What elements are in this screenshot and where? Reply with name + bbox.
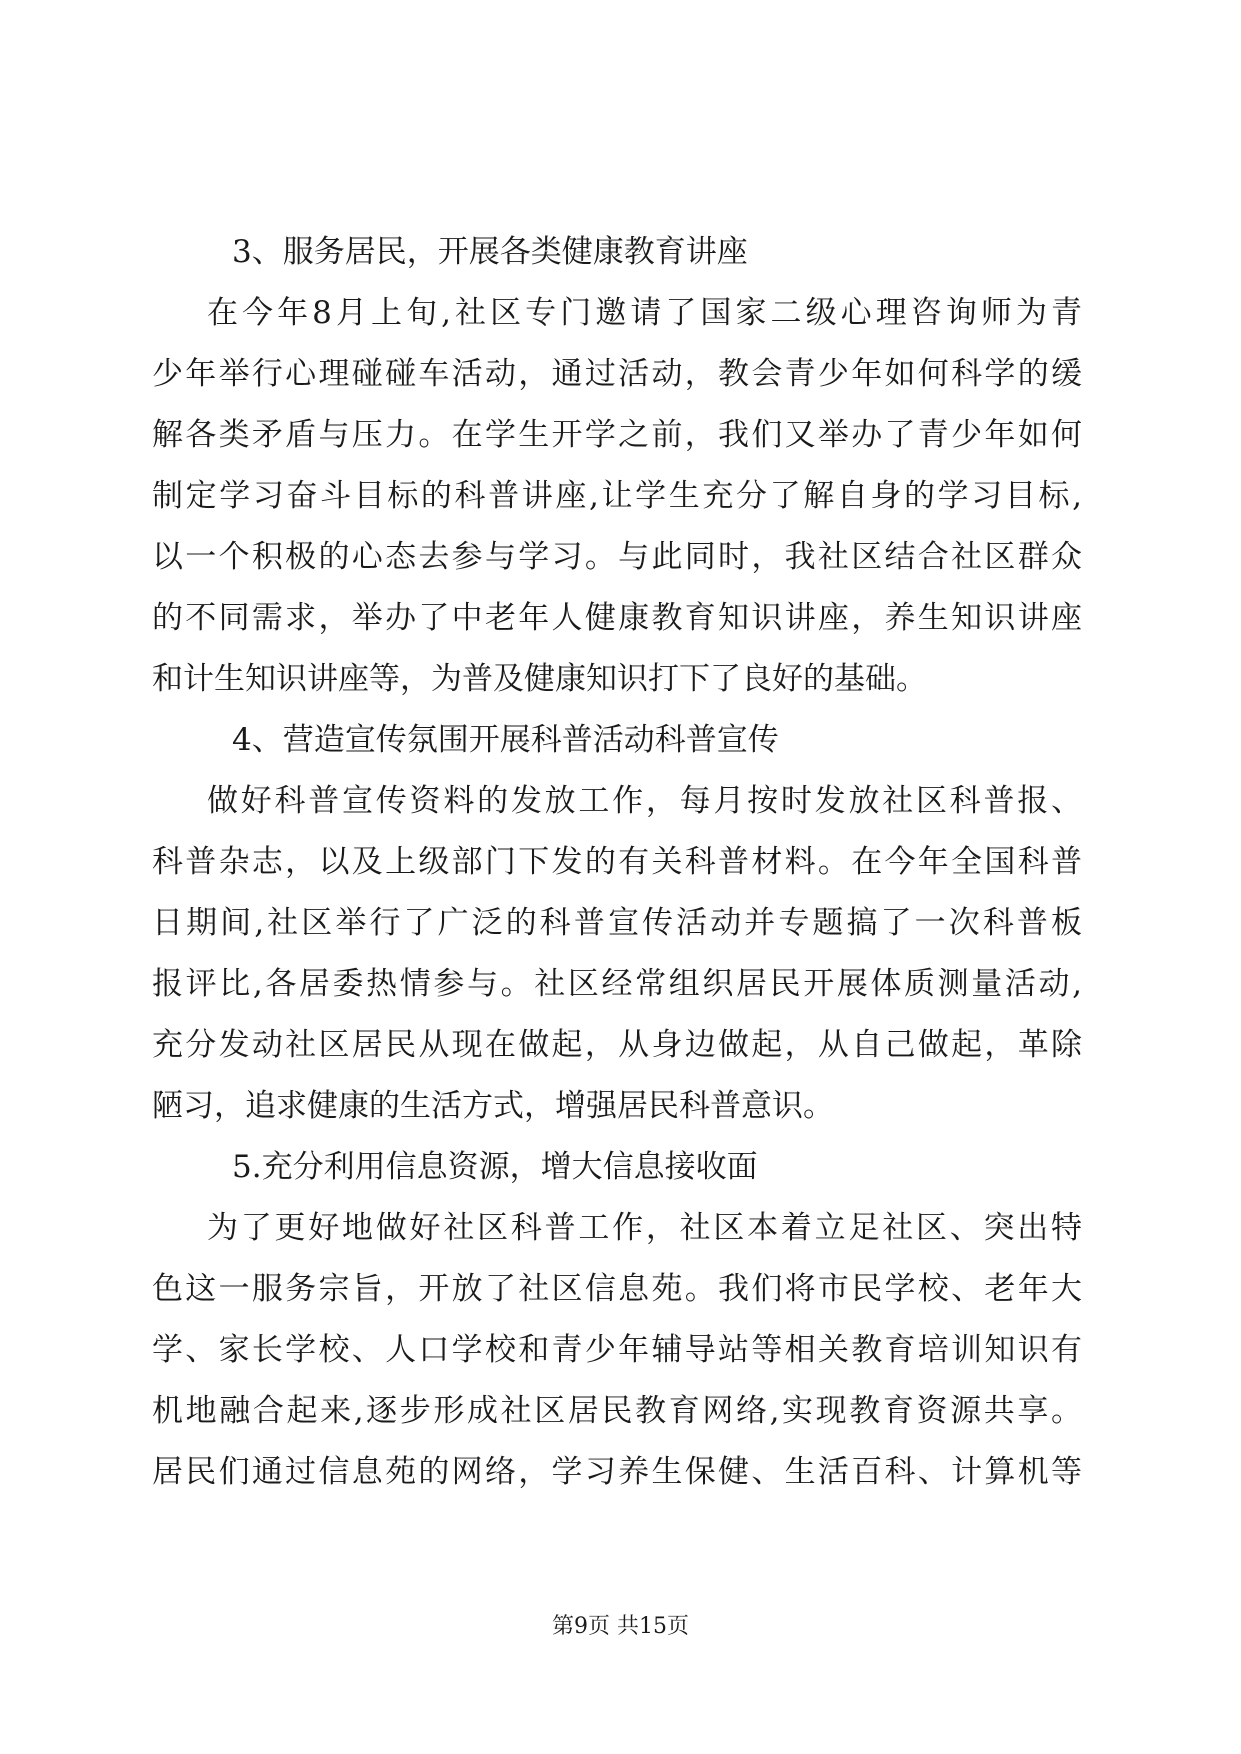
paragraph-line: 少年举行心理碰碰车活动，通过活动，教会青少年如何科学的缓 bbox=[152, 356, 1082, 392]
page-number-footer: 第9页 共15页 bbox=[552, 1614, 689, 1639]
paragraph-line: 科普杂志，以及上级部门下发的有关科普材料。在今年全国科普 bbox=[152, 844, 1082, 880]
paragraph-line: 机地融合起来,逐步形成社区居民教育网络,实现教育资源共享。 bbox=[152, 1393, 1082, 1429]
paragraph-line: 和计生知识讲座等，为普及健康知识打下了良好的基础。 bbox=[152, 661, 927, 697]
paragraph-line: 日期间,社区举行了广泛的科普宣传活动并专题搞了一次科普板 bbox=[152, 905, 1082, 941]
paragraph-line: 的不同需求，举办了中老年人健康教育知识讲座，养生知识讲座 bbox=[152, 600, 1082, 636]
paragraph-line: 充分发动社区居民从现在做起，从身边做起，从自己做起，革除 bbox=[152, 1027, 1082, 1063]
paragraph-line: 报评比,各居委热情参与。社区经常组织居民开展体质测量活动, bbox=[152, 966, 1082, 1002]
paragraph-line: 居民们通过信息苑的网络，学习养生保健、生活百科、计算机等 bbox=[152, 1454, 1082, 1490]
paragraph-line: 色这一服务宗旨，开放了社区信息苑。我们将市民学校、老年大 bbox=[152, 1271, 1082, 1307]
document-body bbox=[152, 222, 1082, 1503]
paragraph-line: 学、家长学校、人口学校和青少年辅导站等相关教育培训知识有 bbox=[152, 1332, 1082, 1368]
paragraph-line: 以一个积极的心态去参与学习。与此同时，我社区结合社区群众 bbox=[152, 539, 1082, 575]
paragraph bbox=[152, 1198, 1082, 1503]
paragraph-line: 陋习，追求健康的生活方式，增强居民科普意识。 bbox=[152, 1088, 834, 1124]
paragraph-line: 在今年8月上旬,社区专门邀请了国家二级心理咨询师为青 bbox=[207, 295, 1082, 331]
section-heading: 3、服务居民，开展各类健康教育讲座 bbox=[232, 234, 748, 270]
paragraph-line: 为了更好地做好社区科普工作，社区本着立足社区、突出特 bbox=[207, 1210, 1082, 1246]
section-heading: 5.充分利用信息资源，增大信息接收面 bbox=[232, 1149, 758, 1185]
section-heading: 4、营造宣传氛围开展科普活动科普宣传 bbox=[232, 722, 779, 758]
paragraph-line: 解各类矛盾与压力。在学生开学之前，我们又举办了青少年如何 bbox=[152, 417, 1082, 453]
paragraph-line: 制定学习奋斗目标的科普讲座,让学生充分了解自身的学习目标, bbox=[152, 478, 1082, 514]
paragraph bbox=[152, 771, 1082, 1137]
paragraph-line: 做好科普宣传资料的发放工作，每月按时发放社区科普报、 bbox=[207, 783, 1082, 819]
paragraph bbox=[152, 283, 1082, 710]
